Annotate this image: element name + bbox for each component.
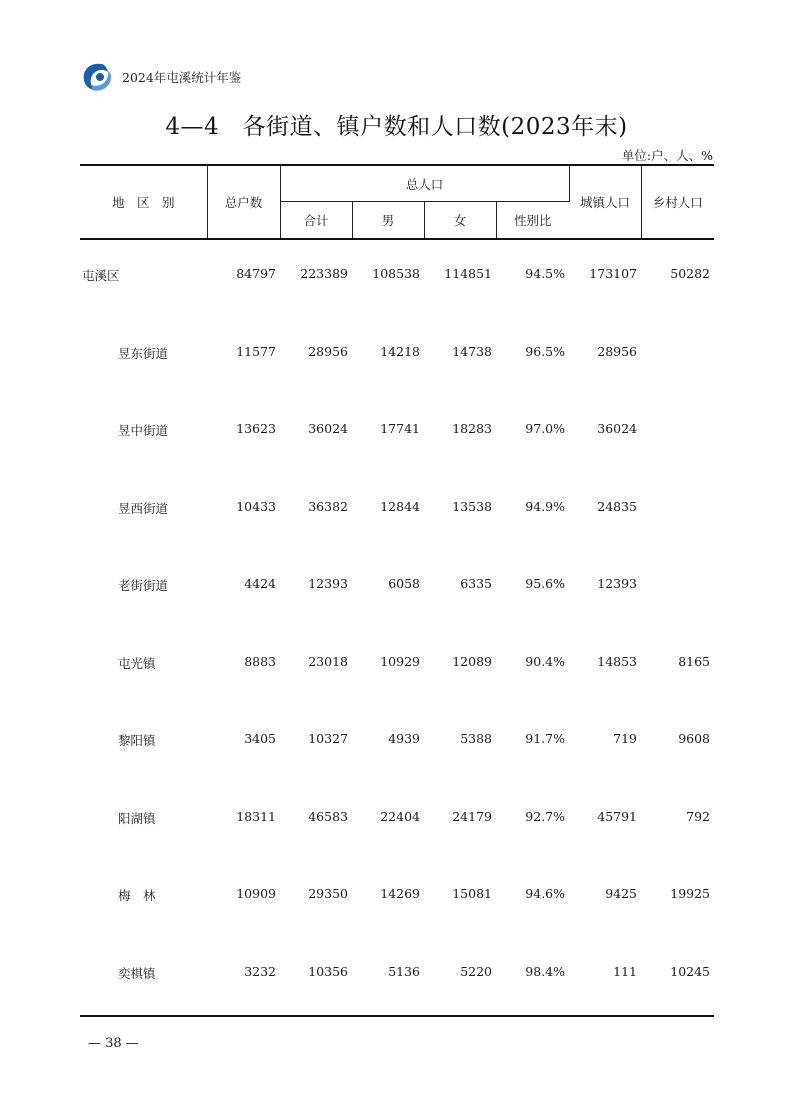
female-cell: 5388 [460, 731, 492, 746]
region-name-cell: 奕棋镇 [80, 938, 207, 1017]
ratio-cell: 94.6% [525, 886, 566, 901]
header-households: 总户数 [207, 165, 280, 239]
table-row [80, 239, 714, 318]
female-cell: 114851 [444, 266, 492, 281]
region-name-cell: 屯光镇 [118, 655, 156, 671]
table-row [80, 395, 714, 473]
households-cell: 13623 [236, 421, 276, 436]
header-urban: 城镇人口 [569, 165, 641, 239]
header-total-population: 总人口 [280, 165, 569, 202]
male-cell: 14269 [380, 886, 420, 901]
header-total: 合计 [280, 202, 352, 240]
rural-cell: 50282 [670, 266, 711, 281]
page-number: — 38 — [88, 1036, 139, 1051]
rural-cell: 8165 [678, 653, 711, 669]
total-cell: 36382 [308, 498, 348, 514]
data-table-container [80, 164, 714, 1017]
urban-cell: 14853 [597, 653, 638, 669]
region-name-cell: 梅 林 [118, 888, 156, 903]
urban-cell: 12393 [597, 576, 638, 591]
table-row [80, 473, 714, 551]
female-cell: 18283 [452, 421, 492, 436]
urban-cell: 111 [569, 938, 641, 1017]
rural-cell [641, 550, 714, 628]
total-cell: 46583 [308, 808, 348, 824]
households-cell: 3232 [207, 938, 280, 1017]
female-cell: 15081 [452, 886, 492, 901]
yearbook-logo-icon [80, 60, 114, 94]
female-cell: 13538 [452, 498, 492, 514]
urban-cell: 173107 [589, 266, 638, 281]
region-name-cell: 屯溪区 [82, 268, 120, 283]
male-cell: 10929 [380, 653, 420, 669]
urban-cell: 719 [613, 731, 638, 746]
table-row [80, 628, 714, 706]
table-row [80, 860, 714, 938]
ratio-cell: 92.7% [525, 808, 566, 824]
region-name-cell: 阳湖镇 [118, 810, 156, 826]
ratio-cell: 90.4% [525, 653, 566, 669]
total-cell: 10327 [308, 731, 348, 746]
total-cell: 23018 [308, 653, 348, 669]
region-name-cell: 昱西街道 [118, 500, 169, 516]
table-row [80, 550, 714, 628]
female-cell: 14738 [452, 343, 492, 359]
households-cell: 18311 [236, 808, 276, 824]
header-rural: 乡村人口 [641, 165, 714, 239]
table-row [80, 783, 714, 861]
ratio-cell: 95.6% [525, 576, 566, 591]
page-header [80, 60, 241, 94]
page-title: 4—4 各街道、镇户数和人口数(2023年末) [165, 114, 628, 140]
total-cell: 10356 [280, 938, 352, 1017]
urban-cell: 24835 [597, 498, 638, 514]
male-cell: 22404 [380, 808, 420, 824]
urban-cell: 45791 [597, 808, 638, 824]
ratio-cell: 96.5% [525, 343, 566, 359]
urban-cell: 36024 [597, 421, 638, 436]
male-cell: 17741 [380, 421, 420, 436]
households-cell: 11577 [236, 343, 276, 359]
rural-cell [641, 395, 714, 473]
male-cell: 5136 [352, 938, 424, 1017]
total-cell: 29350 [308, 886, 348, 901]
households-cell: 84797 [236, 266, 276, 281]
rural-cell [641, 318, 714, 396]
region-name-cell: 昱中街道 [118, 423, 169, 438]
female-cell: 6335 [460, 576, 492, 591]
ratio-cell: 94.9% [525, 498, 566, 514]
book-title: 2024年屯溪统计年鉴 [122, 70, 242, 85]
table-row [80, 705, 714, 783]
ratio-cell: 94.5% [525, 266, 566, 281]
total-cell: 28956 [308, 343, 348, 359]
male-cell: 6058 [388, 576, 420, 591]
households-cell: 4424 [244, 576, 276, 591]
rural-cell: 10245 [641, 938, 714, 1017]
urban-cell: 9425 [605, 886, 638, 901]
female-cell: 12089 [452, 653, 492, 669]
male-cell: 14218 [380, 343, 420, 359]
ratio-cell: 91.7% [525, 731, 566, 746]
total-cell: 223389 [300, 266, 348, 281]
male-cell: 108538 [372, 266, 420, 281]
total-cell: 36024 [308, 421, 348, 436]
region-name-cell: 昱东街道 [118, 345, 169, 361]
header-sex-ratio: 性别比 [496, 202, 569, 240]
header-male: 男 [352, 202, 424, 240]
table-row [80, 318, 714, 396]
unit-note: 单位:户、人、% [621, 148, 713, 163]
female-cell: 24179 [452, 808, 492, 824]
ratio-cell: 97.0% [525, 421, 566, 436]
region-name-cell: 老街街道 [118, 578, 169, 593]
table-body [80, 239, 714, 1016]
table-row [80, 938, 714, 1017]
header-female: 女 [424, 202, 496, 240]
households-cell: 10433 [236, 498, 276, 514]
ratio-cell: 98.4% [496, 938, 569, 1017]
header-region: 地 区 别 [80, 165, 207, 239]
households-cell: 8883 [244, 653, 276, 669]
rural-cell: 792 [686, 808, 711, 824]
rural-cell: 19925 [670, 886, 711, 901]
population-table [80, 164, 714, 1017]
urban-cell: 28956 [597, 343, 638, 359]
rural-cell: 9608 [678, 731, 711, 746]
male-cell: 4939 [388, 731, 420, 746]
female-cell: 5220 [424, 938, 496, 1017]
households-cell: 10909 [236, 886, 276, 901]
male-cell: 12844 [380, 498, 420, 514]
rural-cell [641, 473, 714, 551]
households-cell: 3405 [244, 731, 276, 746]
total-cell: 12393 [308, 576, 348, 591]
region-name-cell: 黎阳镇 [118, 733, 156, 748]
